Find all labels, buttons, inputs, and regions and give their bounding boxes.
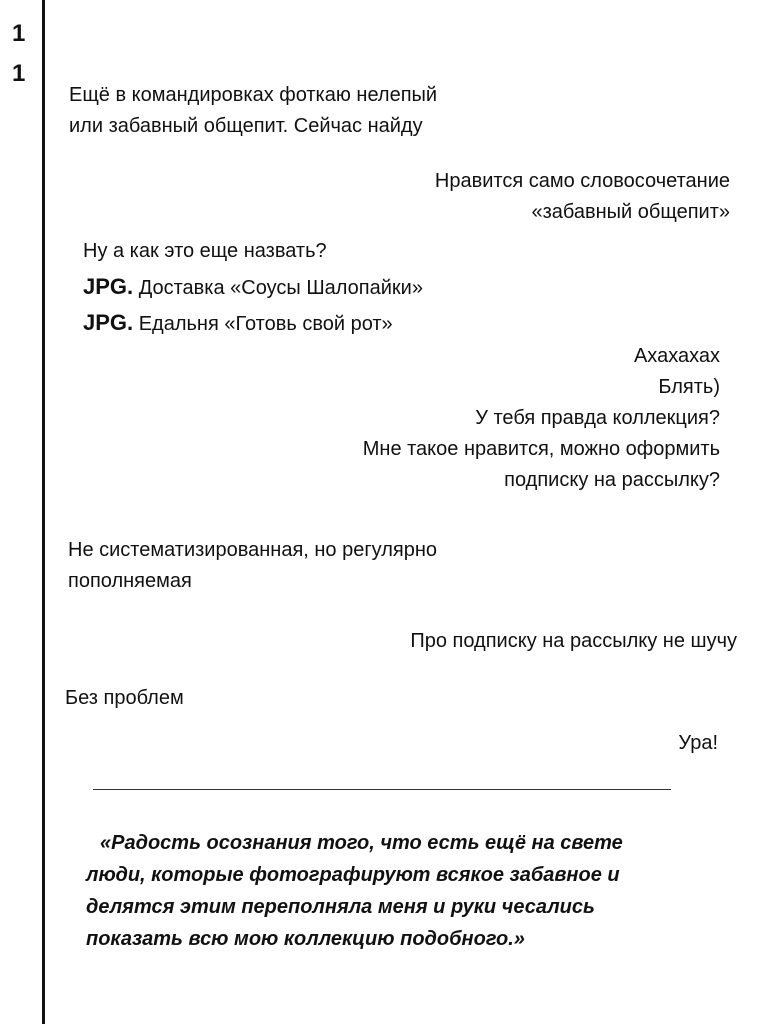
message-line: Ещё в командировках фоткаю нелепый bbox=[69, 84, 438, 106]
message-right bbox=[435, 166, 730, 228]
attachment-caption: Доставка «Соусы Шалопайки» bbox=[138, 277, 423, 299]
quote-line: показать всю мою коллекцию подобного.» bbox=[86, 928, 525, 950]
divider bbox=[93, 789, 671, 790]
message-left bbox=[65, 683, 184, 714]
quote-line: «Радость осознания того, что есть ещё на свете bbox=[100, 832, 623, 854]
attachment-caption: Едальня «Готовь свой рот» bbox=[138, 313, 393, 335]
message-line: Нравится само словосочетание bbox=[434, 170, 730, 192]
attachment-message bbox=[83, 307, 393, 340]
quote bbox=[86, 827, 726, 955]
message-line: Блять) bbox=[658, 376, 720, 398]
attachment-tag: JPG. bbox=[83, 274, 134, 299]
page-number-digit-2: 1 bbox=[12, 60, 26, 87]
message-line: «забавный общепит» bbox=[531, 201, 730, 223]
message-line: Ура! bbox=[678, 732, 718, 754]
margin-line bbox=[42, 0, 45, 1024]
attachment-tag: JPG. bbox=[83, 310, 134, 335]
message-line: подписку на рассылку? bbox=[504, 469, 720, 491]
message-line: Не систематизированная, но регулярно bbox=[68, 539, 438, 561]
message-line: Ну а как это еще назвать? bbox=[83, 240, 327, 262]
message-line: или забавный общепит. Сейчас найду bbox=[69, 115, 423, 137]
message-line: Про подписку на рассылку не шучу bbox=[410, 630, 737, 652]
message-line: Мне такое нравится, можно оформить bbox=[362, 438, 720, 460]
page-number-digit-1: 1 bbox=[12, 20, 26, 47]
message-line: пополняемая bbox=[68, 570, 192, 592]
message-line: У тебя правда коллекция? bbox=[475, 407, 720, 429]
message-line: Ахахахах bbox=[633, 345, 720, 367]
message-line: Без проблем bbox=[65, 687, 184, 709]
message-right bbox=[678, 728, 718, 759]
quote-line: люди, которые фотографируют всякое забавное и bbox=[86, 864, 620, 886]
message-right bbox=[410, 626, 737, 657]
quote-line: делятся этим переполняла меня и руки чесались bbox=[86, 896, 595, 918]
attachment-message bbox=[83, 271, 423, 304]
message-left bbox=[69, 80, 437, 142]
message-left bbox=[68, 535, 437, 597]
message-left bbox=[83, 236, 327, 267]
message-right bbox=[363, 341, 720, 496]
